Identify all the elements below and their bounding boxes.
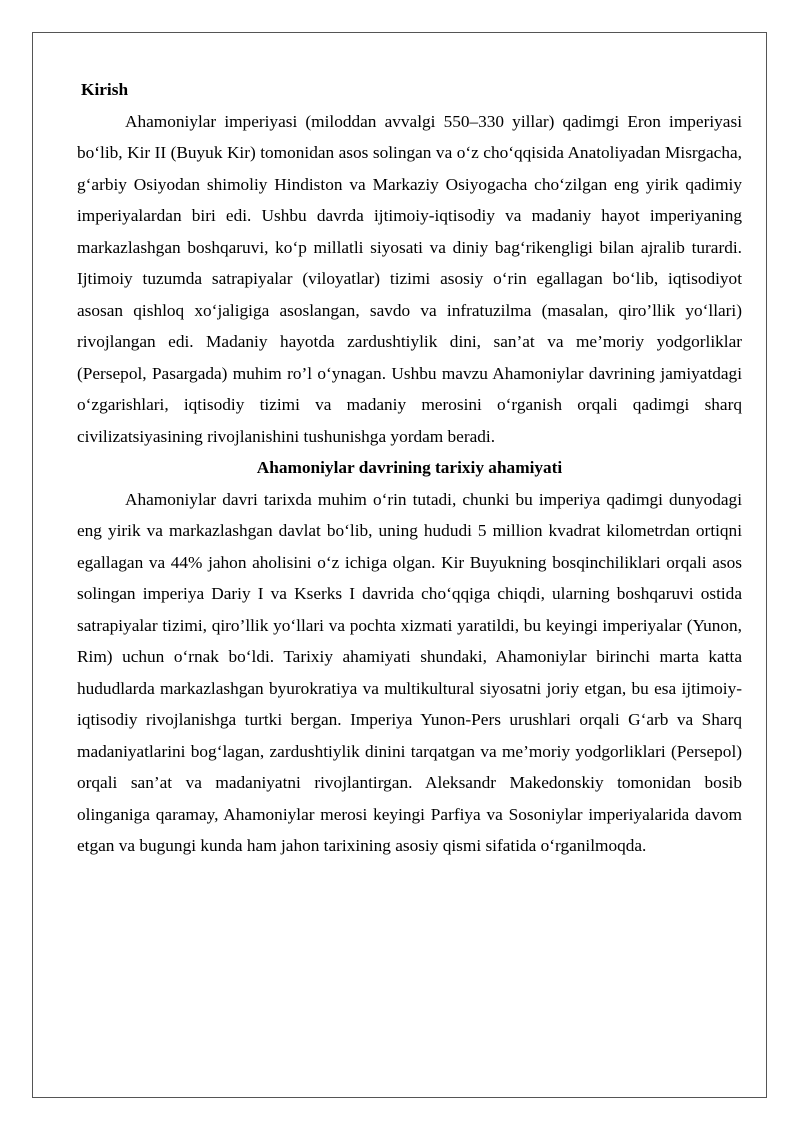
section-heading-intro: Kirish <box>81 80 129 99</box>
paragraph-intro: Ahamoniylar imperiyasi (miloddan avvalgi 550–330 yillar) qadimgi Eron imperiyasi bo‘lib, Kir II (Buyuk Kir) tomonidan asos solingan va o‘z cho‘qqisida Anatoliyadan Misrgacha, g‘arbiy Osiyodan shimoliy Hindiston va Markaziy Osiyogacha cho‘zilgan eng yirik qadimiy imperiyalardan biri edi. Ushbu davrda ijtimoiy-iqtisodiy va madaniy hayot imperiyaning markazlashgan boshqaruvi, ko‘p millatli siyosati va diniy bag‘rikengligi bilan ajralib turardi. Ijtimoiy tuzumda satrapiyalar (viloyatlar) tizimi asosiy o‘rin egallagan bo‘lib, iqtisodiyot asosan qishloq xo‘jaligiga asoslangan, savdo va infratuzilma (masalan, qiro’llik yo‘llari) rivojlangan edi. Madaniy hayotda zardushtiylik dini, san’at va me’moriy yodgorliklar (Persepol, Pasargada) muhim ro’l o‘ynagan. Ushbu mavzu Ahamoniylar davrining jamiyatdagi o‘zgarishlari, iqtisodiy tizimi va madaniy merosini o‘rganish orqali qadimgi sharq civilizatsiyasining rivojlanishini tushunishga yordam beradi. <box>77 111 742 446</box>
document-body <box>77 74 742 862</box>
section-heading-historical-significance: Ahamoniylar davrining tarixiy ahamiyati <box>256 458 563 477</box>
paragraph-historical-significance: Ahamoniylar davri tarixda muhim o‘rin tutadi, chunki bu imperiya qadimgi dunyodagi eng yirik va markazlashgan davlat bo‘lib, uning hududi 5 million kvadrat kilometrdan ortiqni egallagan va 44% jahon aholisini o‘z ichiga olgan. Kir Buyukning bosqinchiliklari orqali asos solingan imperiya Dariy I va Kserks I davrida cho‘qqiga chiqdi, ularning boshqaruvi ostida satrapiyalar tizimi, qiro’llik yo‘llari va pochta xizmati yaratildi, bu keyingi imperiyalar (Yunon, Rim) uchun o‘rnak bo‘ldi. Tarixiy ahamiyati shundaki, Ahamoniylar birinchi marta katta hududlarda markazlashgan byurokratiya va multikultural siyosatni joriy etgan, bu esa ijtimoiy-iqtisodiy rivojlanishga turtki bergan. Imperiya Yunon-Pers urushlari orqali G‘arb va Sharq madaniyatlarini bog‘lagan, zardushtiylik dinini tarqatgan va me’moriy yodgorliklari (Persepol) orqali san’at va madaniyatni rivojlantirgan. Aleksandr Makedonskiy tomonidan bosib olinganiga qaramay, Ahamoniylar merosi keyingi Parfiya va Sosoniylar imperiyalarida davom etgan va bugungi kunda ham jahon tarixining asosiy qismi sifatida o‘rganilmoqda. <box>77 489 742 855</box>
